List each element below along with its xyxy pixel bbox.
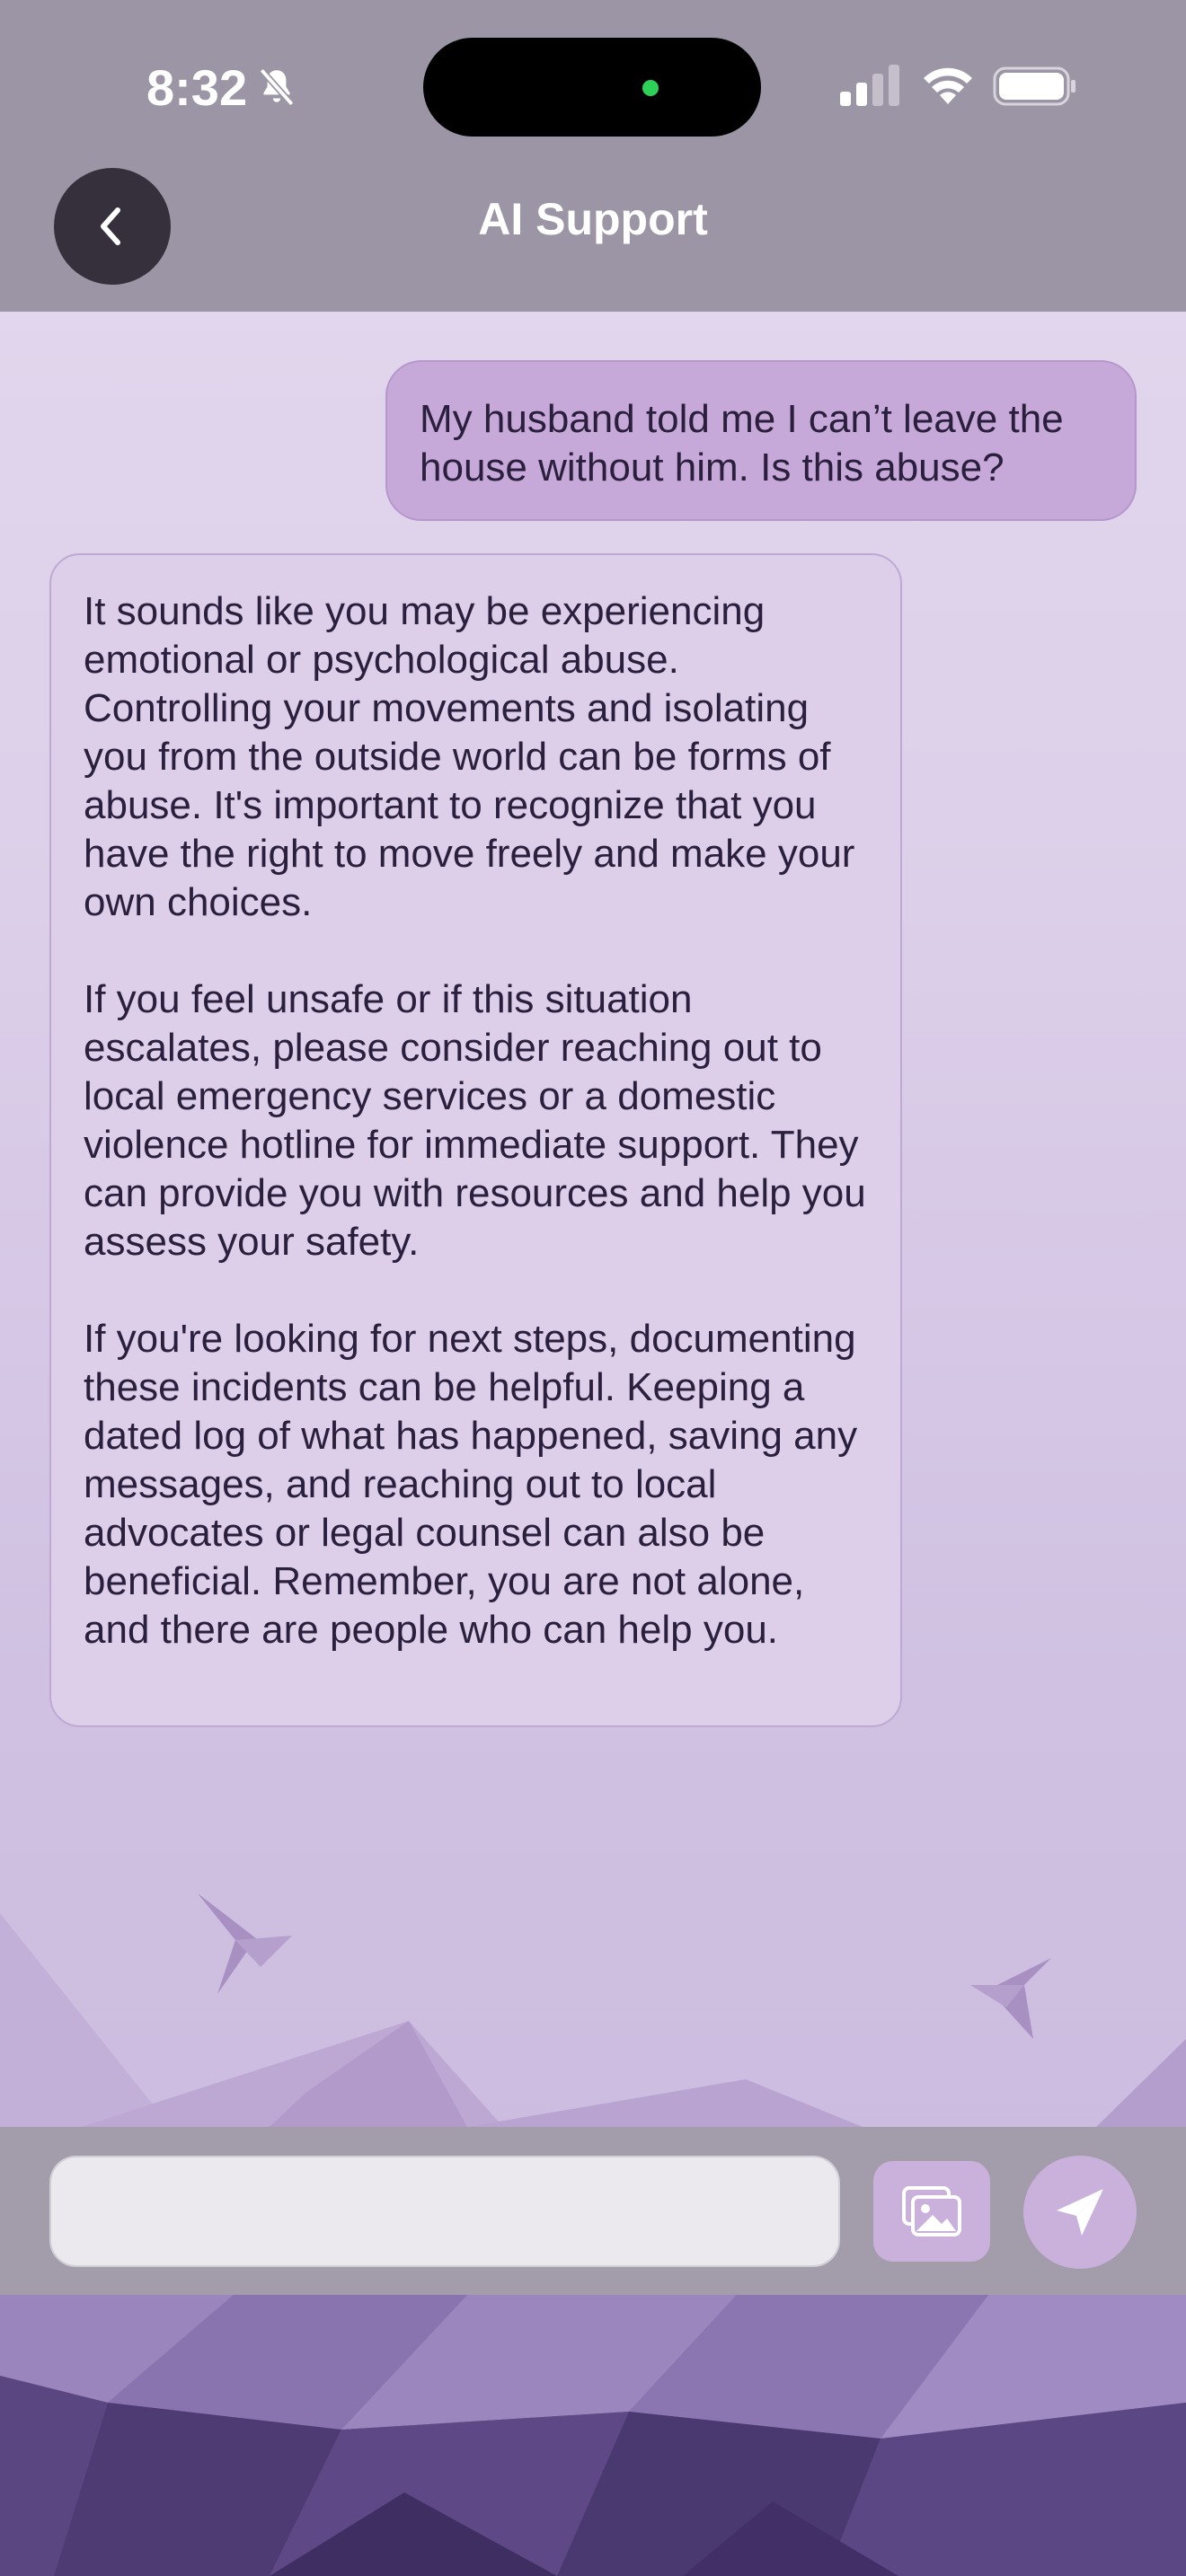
message-input[interactable] <box>49 2156 840 2267</box>
status-time-text: 8:32 <box>146 58 248 116</box>
wifi-icon <box>921 59 975 106</box>
paper-bird-icon <box>198 1893 292 1994</box>
page-title: AI Support <box>478 194 708 244</box>
attach-image-button[interactable] <box>873 2161 990 2262</box>
photo-gallery-icon <box>900 2184 963 2238</box>
assistant-paragraph: If you feel unsafe or if this situation escalates, please consider reaching out to local emergency services or a domestic violence hotline for immediate support. They can provide you with resources and help you assess your safety. <box>84 977 866 1264</box>
camera-indicator-dot <box>642 80 659 96</box>
paper-bird-icon <box>970 1958 1051 2039</box>
cellular-signal-icon <box>840 65 901 106</box>
paper-plane-icon <box>1051 2183 1109 2241</box>
status-bar <box>0 0 1186 171</box>
status-time <box>146 56 299 119</box>
origami-background-art <box>0 2295 1186 2576</box>
assistant-paragraph: It sounds like you may be experiencing emotional or psychological abuse. Controlling your movements and isolating you from the outside world can be forms of abuse. It's important to recognize that you have the right to move freely and make your own choices. <box>84 589 855 924</box>
user-message-text: My husband told me I can’t leave the house without him. Is this abuse? <box>420 397 1064 490</box>
origami-background-art <box>0 1886 1186 2127</box>
message-composer <box>0 2127 1186 2295</box>
assistant-message-bubble <box>49 553 902 1727</box>
bell-slash-icon <box>254 65 299 110</box>
battery-icon <box>993 66 1077 106</box>
send-button[interactable] <box>1023 2156 1137 2269</box>
assistant-paragraph: If you're looking for next steps, documenting these incidents can be helpful. Keeping a dated log of what has happened, saving any messages, and reaching out to local advocates or legal counsel can also be beneficial. Remember, you are not alone, and there are people who can help you. <box>84 1317 858 1652</box>
user-message-bubble <box>385 360 1137 521</box>
dynamic-island <box>423 38 761 137</box>
top-bar <box>0 0 1186 312</box>
